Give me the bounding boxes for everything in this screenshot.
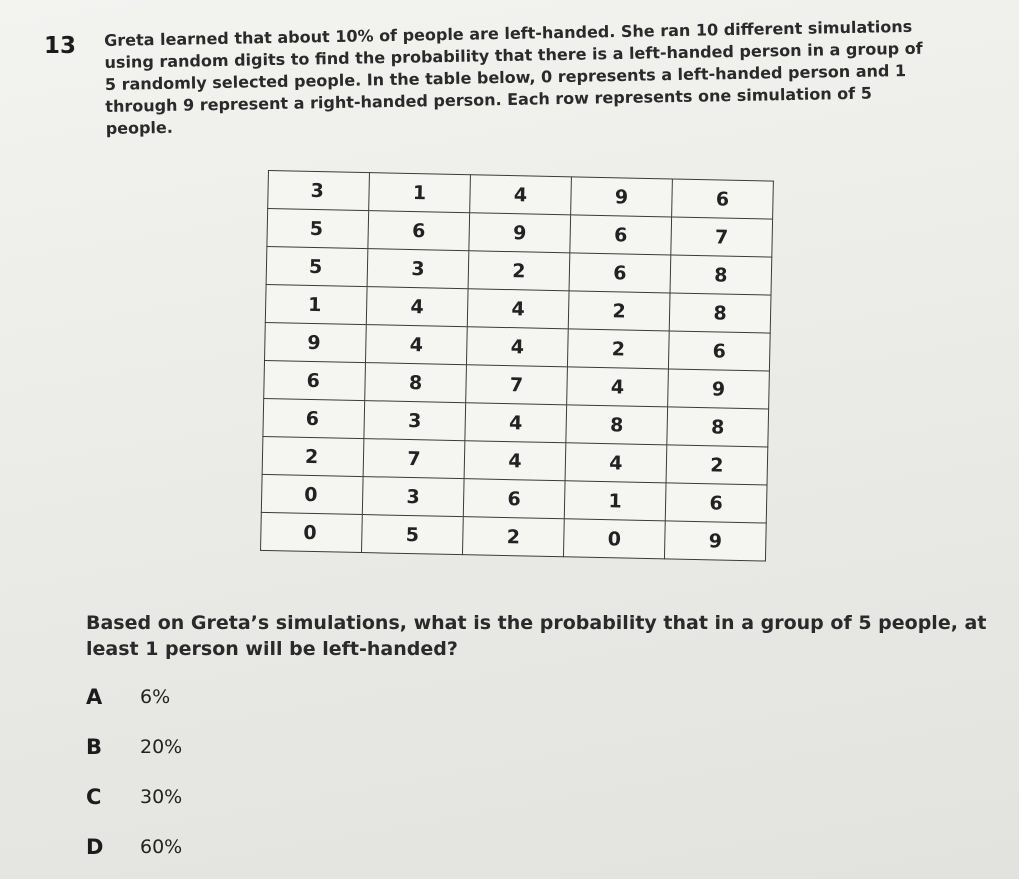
simulation-cell: 2 <box>666 445 768 485</box>
simulation-cell: 2 <box>262 436 364 476</box>
simulation-cell: 9 <box>668 369 770 409</box>
choice-text: 20% <box>140 736 183 758</box>
simulation-cell: 9 <box>265 322 367 362</box>
simulation-cell: 6 <box>668 331 770 371</box>
simulation-cell: 2 <box>468 251 570 291</box>
simulation-cell: 3 <box>364 401 466 441</box>
choice-letter: C <box>86 785 102 809</box>
answer-choice-d[interactable] <box>86 822 182 872</box>
simulation-cell: 6 <box>570 215 672 255</box>
simulation-cell: 6 <box>368 211 470 251</box>
simulation-cell: 6 <box>263 398 365 438</box>
choice-letter: B <box>86 735 103 759</box>
simulation-cell: 9 <box>469 213 571 253</box>
simulation-table <box>260 170 774 562</box>
simulation-cell: 8 <box>365 363 467 403</box>
simulation-cell: 4 <box>565 443 667 483</box>
simulation-cell: 1 <box>265 284 367 324</box>
choice-letter: D <box>86 835 104 859</box>
simulation-cell: 0 <box>261 512 363 552</box>
simulation-cell: 2 <box>568 291 670 331</box>
simulation-cell: 4 <box>464 441 566 481</box>
simulation-cell: 4 <box>466 327 568 367</box>
simulation-cell: 8 <box>566 405 668 445</box>
choice-text: 6% <box>140 686 171 708</box>
simulation-cell: 9 <box>664 521 766 561</box>
answer-choices <box>86 672 182 872</box>
simulation-cell: 6 <box>672 179 774 219</box>
simulation-cell: 4 <box>465 403 567 443</box>
simulation-cell: 2 <box>462 517 564 557</box>
simulation-cell: 7 <box>363 439 465 479</box>
simulation-cell: 6 <box>569 253 671 293</box>
simulation-cell: 4 <box>365 325 467 365</box>
simulation-cell: 7 <box>466 365 568 405</box>
choice-text: 60% <box>140 836 183 858</box>
choice-letter: A <box>86 685 103 709</box>
simulation-cell: 8 <box>667 407 769 447</box>
simulation-cell: 4 <box>467 289 569 329</box>
simulation-cell: 3 <box>268 171 370 211</box>
answer-choice-b[interactable] <box>86 722 182 772</box>
simulation-cell: 4 <box>567 367 669 407</box>
simulation-cell: 7 <box>671 217 773 257</box>
simulation-cell: 9 <box>571 177 673 217</box>
simulation-cell: 1 <box>369 173 471 213</box>
simulation-cell: 0 <box>261 474 363 514</box>
simulation-cell: 6 <box>264 360 366 400</box>
simulation-cell: 5 <box>267 209 369 249</box>
simulation-cell: 4 <box>470 175 572 215</box>
simulation-cell: 4 <box>366 287 468 327</box>
choice-text: 30% <box>140 786 183 808</box>
simulation-cell: 2 <box>567 329 669 369</box>
simulation-cell: 3 <box>367 249 469 289</box>
simulation-cell: 6 <box>665 483 767 523</box>
simulation-cell: 5 <box>266 246 368 286</box>
simulation-cell: 1 <box>564 481 666 521</box>
simulation-cell: 3 <box>362 477 464 517</box>
simulation-cell: 0 <box>563 519 665 559</box>
simulation-cell: 8 <box>670 255 772 295</box>
simulation-cell: 8 <box>669 293 771 333</box>
answer-choice-c[interactable] <box>86 772 182 822</box>
simulation-table-body <box>261 171 774 561</box>
question-followup: Based on Greta’s simulations, what is the probability that in a group of 5 people, at least 1 person will be left-handed? <box>86 612 987 660</box>
question-prompt: Greta learned that about 10% of people are left-handed. She ran 10 different simulations using random digits to find the probability that there is a left-handed person in a group of 5 randomly selected people. In the table below, 0 represents a left-handed person and 1 through 9 represent a right-handed person. Each row represents one simulation of 5 people. <box>104 16 923 138</box>
simulation-cell: 6 <box>463 479 565 519</box>
answer-choice-a[interactable] <box>86 672 182 722</box>
question-number: 13 <box>44 33 77 59</box>
simulation-cell: 5 <box>362 515 464 555</box>
